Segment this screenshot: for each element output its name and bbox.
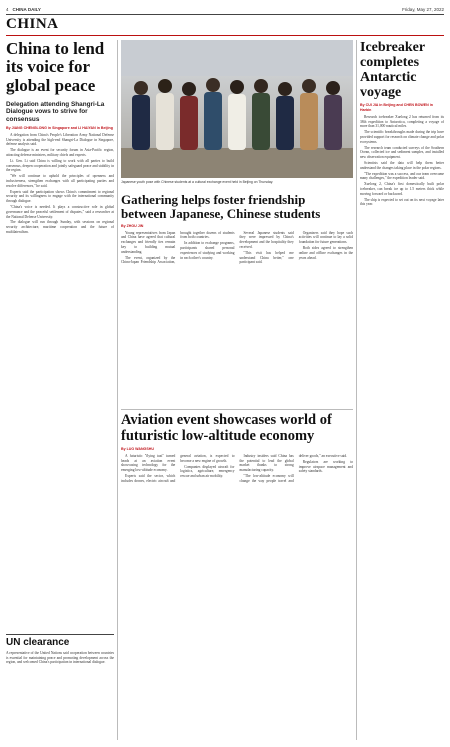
story-friendship [121,193,353,407]
paragraph: Lt. Gen. Li said China is willing to work with all parties to build consensus, deepen cooperation and jointly safeguard peace and stability in the region. [6,158,114,173]
column-divider [117,40,118,740]
story-friendship-headline[interactable]: Gathering helps foster friendship between Japanese, Chinese students [121,193,321,222]
paragraph: "This visit has helped me understand China better," one participant said. [239,250,294,265]
story-icebreaker-headline[interactable]: Icebreaker completes Antarctic voyage [360,40,425,101]
sidebar-headline[interactable]: UN clearance [6,637,70,648]
story-peace-deck: Delegation attending Shangri-La Dialogue vows to strive for consensus [6,101,105,123]
story-icebreaker-body [360,115,444,207]
paragraph: In addition to exchange programs, participants shared personal experiences of studying and working in each other's country. [180,241,235,260]
paragraph: Experts said the sector, which includes drones, electric aircraft and general aviation, is expected to become a new engine of growth. [121,453,235,483]
brand-name: CHINA DAILY [12,7,41,12]
paragraph: "The low-altitude economy will change the way people travel and deliver goods," an executive said. [239,453,348,483]
paragraph: Scientists said the data will help them better understand the changes taking place in the polar regions. [360,160,444,170]
photo-students [121,40,353,178]
paragraph: The research team conducted surveys of the Southern Ocean, collected ice and sediment samples, and installed new observation equipment. [360,145,444,160]
paragraph: "The expedition was a success, and our team overcame many challenges," the expedition leader said. [360,171,444,181]
masthead [6,5,444,15]
photo-illustration [121,40,353,178]
paragraph: Experts said the participation shows China's commitment to regional security and its willingness to engage with the international community through dialogue. [6,189,114,204]
paragraph: Several Japanese students said they were impressed by China's development and the hospitality they received. [239,230,294,249]
paragraph: Regulators are working to improve airspace management and safety standards. [298,459,353,474]
story-peace-body [6,133,114,235]
story-icebreaker-byline: By CUI JIA in Beijing and CHEN BOWEN in Harbin [360,103,433,113]
paragraph: The event, organized by the China-Japan Friendship Association, brought together dozens of students from both countries. [121,230,235,265]
story-aviation [121,413,353,743]
story-friendship-body [121,231,353,401]
paragraph: Young representatives from Japan and China have agreed that cultural exchanges and friendly ties remain key to building mutual understanding. [121,230,176,254]
paragraph: The dialogue is an event for security forum in Asia-Pacific region, attracting defense ministers, military chiefs and experts. [6,148,114,157]
story-peace-byline: By JIANG CHENGLONG in Singapore and LI HAIYAN in Beijing [6,126,113,131]
story-divider [121,409,353,410]
paragraph: "We will continue to uphold the principles of openness and inclusiveness, strengthen exchanges with all participating parties and resolve differences," he said. [6,174,114,188]
photo-caption: Japanese youth pose with Chinese students at a cultural exchange event held in Beijing on Thursday. [121,180,274,184]
paragraph: The scientific breakthroughs made during the trip have provided support for research on climate change and polar ecosystems. [360,130,444,144]
story-peace [6,40,114,710]
issue-date: Friday, May 27, 2022 [402,7,444,12]
paragraph: Companies displayed aircraft for logistics, agriculture, emergency rescue and urban air mobility. [180,464,235,479]
paragraph: Organizers said they hope such activities will continue to lay a solid foundation for future generations. [298,230,353,245]
sidebar-un-clearance [6,634,114,742]
paragraph: Research icebreaker Xuelong 2 has returned from its 38th expedition to Antarctica, completing a voyage of more than 31,000 nautical miles. [360,114,444,129]
sidebar-body: A representative of the United Nations said cooperation between countries is essential for maintaining peace and promoting development across the region, and welcomed China's participation in international dialogue. [6,651,114,665]
column-divider [356,40,357,740]
story-icebreaker [360,40,444,740]
paragraph: "China's voice is needed. It plays a constructive role in global governance and the peaceful settlement of disputes," said a researcher at the National Defense University. [6,205,114,219]
section-title: CHINA [6,16,59,32]
paragraph: The dialogue will run through Sunday, with sessions on regional security architecture, maritime cooperation and the future of multilateralism. [6,220,114,234]
paragraph: A delegation from China's People's Liberation Army National Defense University is attending the high-end Shangri-La Dialogue in Singapore, defense analysts said. [6,132,114,147]
story-aviation-byline: By LUO WANGSHU [121,447,154,452]
paragraph: A futuristic "flying taxi" turned heads at an aviation event showcasing technology for the emerging low-altitude economy. [121,453,176,473]
paragraph: Industry insiders said China has the potential to lead the global market thanks to strong manufacturing capacity. [239,453,294,473]
story-aviation-headline[interactable]: Aviation event showcases world of futuristic low-altitude economy [121,413,332,444]
section-rule [6,35,444,36]
story-friendship-byline: By ZHOU JIN [121,224,144,229]
story-peace-headline[interactable]: China to lend its voice for global peace [6,40,105,95]
story-aviation-body [121,454,353,734]
paragraph: Both sides agreed to strengthen online and offline exchanges in the years ahead. [298,246,353,260]
paragraph: Xuelong 2, China's first domestically built polar icebreaker, can break ice up to 1.5 meters thick while moving forward or backward. [360,182,444,196]
page-number: 4 [6,7,9,12]
paragraph: The ship is expected to set out on its next voyage later this year. [360,197,444,207]
